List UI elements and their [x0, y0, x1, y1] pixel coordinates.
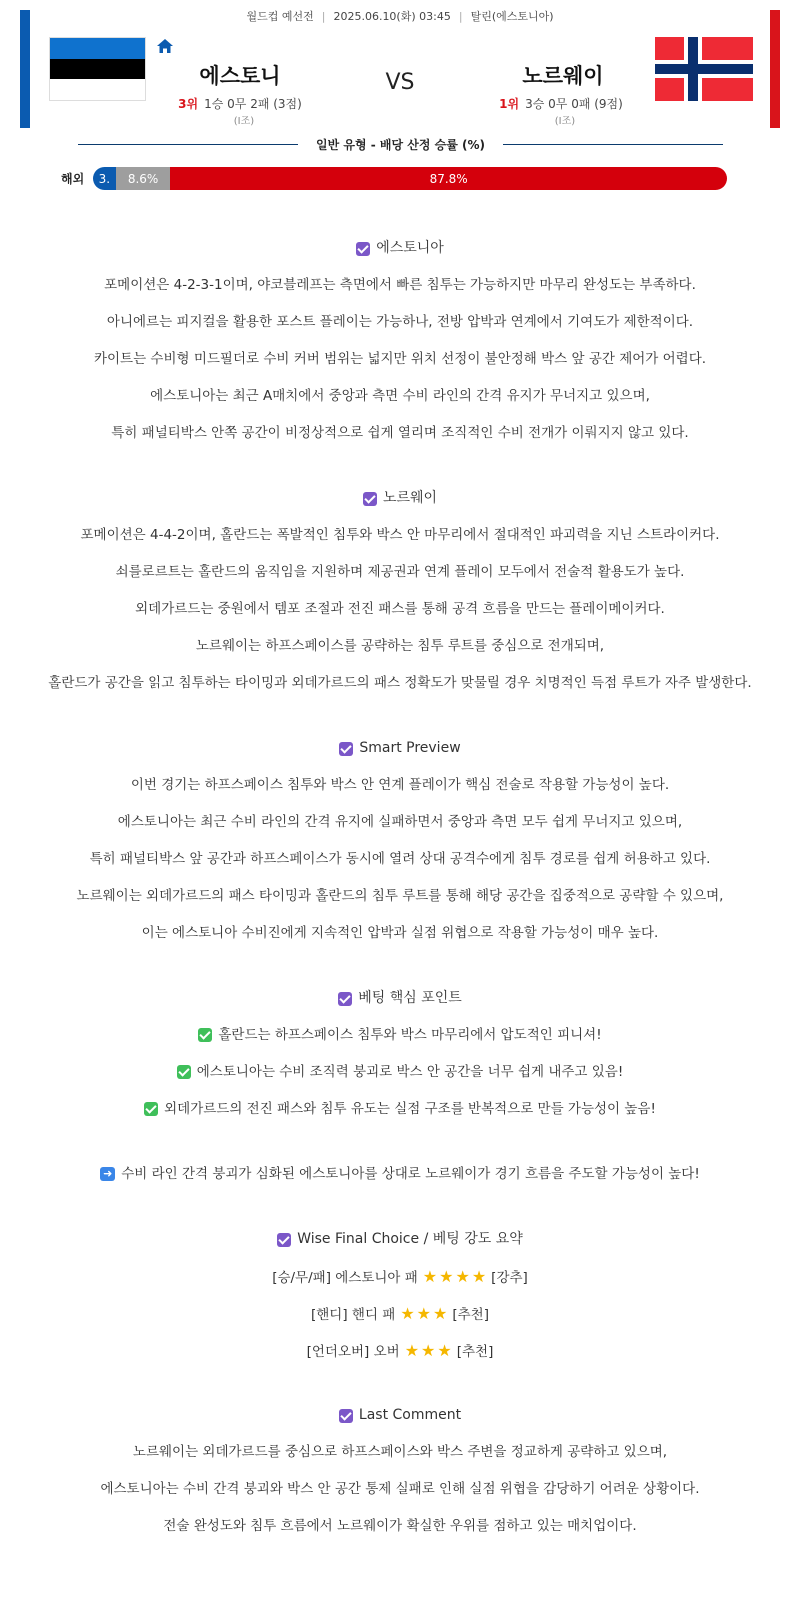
away-win-segment: 87.8%: [170, 167, 727, 190]
estonia-section: [0, 230, 800, 452]
match-header: [0, 0, 800, 200]
point-item: [0, 1091, 800, 1128]
text-line: 에스토니아는 수비 간격 붕괴와 박스 안 공간 통제 실패로 인해 실점 위협을 감당하기 어려운 상황이다.: [100, 1481, 700, 1497]
home-record-text: 1승 0무 2패 (3점): [204, 97, 302, 111]
purple-check-icon: [339, 742, 353, 756]
match-meta: [0, 8, 800, 24]
text-line: 노르웨이는 외데가르드의 패스 타이밍과 홀란드의 침투 루트를 통해 해당 공간을 집중적으로 공략할 수 있으며,: [76, 888, 724, 904]
away-rank: 1위: [499, 97, 520, 111]
meta-divider: |: [458, 10, 463, 23]
away-record-text: 3승 0무 0패 (9점): [525, 97, 623, 111]
meta-divider: |: [321, 10, 326, 23]
betting-points-section: [0, 980, 800, 1128]
estonia-section-title: 에스토니아: [376, 240, 444, 256]
estonia-flag: [49, 37, 146, 101]
home-record: [140, 95, 340, 112]
star-icon: ★: [421, 1341, 436, 1360]
text-line: 전술 완성도와 침투 흐름에서 노르웨이가 확실한 우위를 점하고 있는 매치업이다.: [163, 1518, 637, 1534]
star-icon: ★: [439, 1267, 454, 1286]
pick-text: [언더오버] 오버: [306, 1344, 400, 1360]
conclusion-text: 수비 라인 간격 붕괴가 심화된 에스토니아를 상대로 노르웨이가 경기 흐름을 주도할 가능성이 높다!: [121, 1166, 700, 1182]
odds-title-row: [78, 136, 723, 152]
text-line: 카이트는 수비형 미드필더로 수비 커버 범위는 넓지만 위치 선정이 불안정해 박스 앞 공간 제어가 어렵다.: [93, 351, 707, 367]
home-color-bar: [20, 10, 30, 128]
purple-check-icon: [356, 242, 370, 256]
away-record: [461, 95, 661, 112]
purple-check-icon: [363, 492, 377, 506]
section-title: [0, 730, 800, 767]
last-comment-section: [0, 1397, 800, 1545]
away-team-name: 노르웨이: [522, 64, 604, 88]
conclusion-line: [0, 1156, 800, 1193]
star-icon: ★: [437, 1341, 452, 1360]
home-icon: [156, 38, 174, 54]
league-name: 월드컵 예선전: [246, 10, 314, 23]
final-choice-section: [0, 1221, 800, 1369]
final-section-title: Wise Final Choice / 베팅 강도 요약: [297, 1231, 523, 1247]
pick-item: [0, 1295, 800, 1332]
divider: [503, 144, 723, 145]
home-rank: 3위: [178, 97, 199, 111]
star-icon: ★: [422, 1267, 438, 1286]
text-line: 이는 에스토니아 수비진에게 지속적인 압박과 실점 위협으로 작용할 가능성이 매우 높다.: [141, 925, 659, 941]
star-rating: [404, 1341, 453, 1360]
odds-probability-bar: [93, 167, 727, 190]
point-item: [0, 1054, 800, 1091]
star-icon: ★: [416, 1304, 432, 1323]
pick-item: [0, 1332, 800, 1369]
pick-tag: [강추]: [491, 1270, 528, 1286]
norway-section-title: 노르웨이: [382, 490, 438, 506]
analysis-content: [0, 230, 800, 1573]
purple-check-icon: [338, 992, 352, 1006]
conclusion-section: [0, 1156, 800, 1193]
smart-preview-section: [0, 730, 800, 952]
text-line: 에스토니아는 최근 A매치에서 중앙과 측면 수비 라인의 간격 유지가 무너지고 있으며,: [150, 388, 650, 404]
star-icon: ★: [455, 1267, 470, 1286]
draw-segment: 8.6%: [116, 167, 171, 190]
text-line: 외데가르드는 중원에서 템포 조절과 전진 패스를 통해 공격 흐름을 만드는 플레이메이커다.: [135, 601, 665, 617]
star-icon: ★: [400, 1304, 415, 1323]
star-icon: ★: [471, 1267, 487, 1286]
section-title: [0, 980, 800, 1017]
text-line: 포메이션은 4-4-2이며, 홀란드는 폭발적인 침투와 박스 안 마무리에서 절대적인 파괴력을 지닌 스트라이커다.: [80, 527, 720, 543]
home-group: (I조): [233, 116, 255, 127]
text-line: 특히 패널티박스 안쪽 공간이 비정상적으로 쉽게 열리며 조직적인 수비 전개가 이뤄지지 않고 있다.: [111, 425, 689, 441]
right-arrow-icon: ➜: [100, 1167, 115, 1181]
section-title: [0, 1397, 800, 1434]
text-line: 이번 경기는 하프스페이스 침투와 박스 안 연계 플레이가 핵심 전술로 작용할 가능성이 높다.: [130, 777, 670, 793]
section-title: [0, 230, 800, 267]
star-icon: ★: [404, 1341, 420, 1360]
pick-item: [0, 1258, 800, 1295]
section-title: [0, 480, 800, 517]
away-group: (I조): [554, 116, 576, 127]
pick-text: [승/무/패] 에스토니아 패: [272, 1270, 418, 1286]
text-line: 아니에르는 피지컬을 활용한 포스트 플레이는 가능하나, 전방 압박과 연계에서 기여도가 제한적이다.: [106, 314, 694, 330]
pick-text: [핸디] 핸디 패: [311, 1307, 396, 1323]
point-item: [0, 1017, 800, 1054]
pick-tag: [추천]: [452, 1307, 489, 1323]
preview-section-title: Smart Preview: [359, 740, 461, 756]
last-section-title: Last Comment: [358, 1407, 462, 1423]
text-line: 노르웨이는 외데가르드를 중심으로 하프스페이스와 박스 주변을 정교하게 공략하고 있으며,: [132, 1444, 668, 1460]
odds-title: 일반 유형 - 배당 산정 승률 (%): [316, 138, 485, 152]
text-line: 쇠를로르트는 홀란드의 움직임을 지원하며 제공권과 연계 플레이 모두에서 전술적 활용도가 높다.: [115, 564, 685, 580]
points-section-title: 베팅 핵심 포인트: [358, 990, 462, 1006]
home-win-segment: 3.: [93, 167, 116, 190]
star-rating: [422, 1267, 487, 1286]
text-line: 홀란드가 공간을 읽고 침투하는 타이밍과 외데가르드의 패스 정확도가 맞물릴 경우 치명적인 득점 루트가 자주 발생한다.: [48, 675, 752, 691]
purple-check-icon: [339, 1409, 353, 1423]
text-line: 에스토니아는 최근 수비 라인의 간격 유지에 실패하면서 중앙과 측면 모두 쉽게 무너지고 있으며,: [117, 814, 683, 830]
norway-section: [0, 480, 800, 702]
home-team-name: 에스토니: [199, 64, 281, 88]
point-text: 에스토니아는 수비 조직력 붕괴로 박스 안 공간을 너무 쉽게 내주고 있음!: [196, 1064, 624, 1080]
match-datetime: 2025.06.10(화) 03:45: [333, 10, 451, 23]
away-color-bar: [770, 10, 780, 128]
star-icon: ★: [433, 1304, 448, 1323]
text-line: 포메이션은 4-2-3-1이며, 야코블레프는 측면에서 빠른 침투는 가능하지만 마무리 완성도는 부족하다.: [104, 277, 696, 293]
odds-source-label: 해외: [61, 172, 85, 186]
text-line: 노르웨이는 하프스페이스를 공략하는 침투 루트를 중심으로 전개되며,: [195, 638, 605, 654]
norway-flag: [655, 37, 753, 101]
green-check-icon: [144, 1102, 158, 1116]
point-text: 홀란드는 하프스페이스 침투와 박스 마무리에서 압도적인 피니셔!: [218, 1027, 602, 1043]
star-rating: [399, 1304, 448, 1323]
green-check-icon: [198, 1028, 212, 1042]
green-check-icon: [177, 1065, 191, 1079]
section-title: [0, 1221, 800, 1258]
match-venue: 탈린(에스토니아): [470, 10, 554, 23]
text-line: 특히 패널티박스 앞 공간과 하프스페이스가 동시에 열려 상대 공격수에게 침투 경로를 쉽게 허용하고 있다.: [89, 851, 711, 867]
versus-label: VS: [385, 70, 415, 95]
purple-check-icon: [277, 1233, 291, 1247]
point-text: 외데가르드의 전진 패스와 침투 유도는 실점 구조를 반복적으로 만들 가능성이 높음!: [164, 1101, 656, 1117]
pick-tag: [추천]: [456, 1344, 494, 1360]
